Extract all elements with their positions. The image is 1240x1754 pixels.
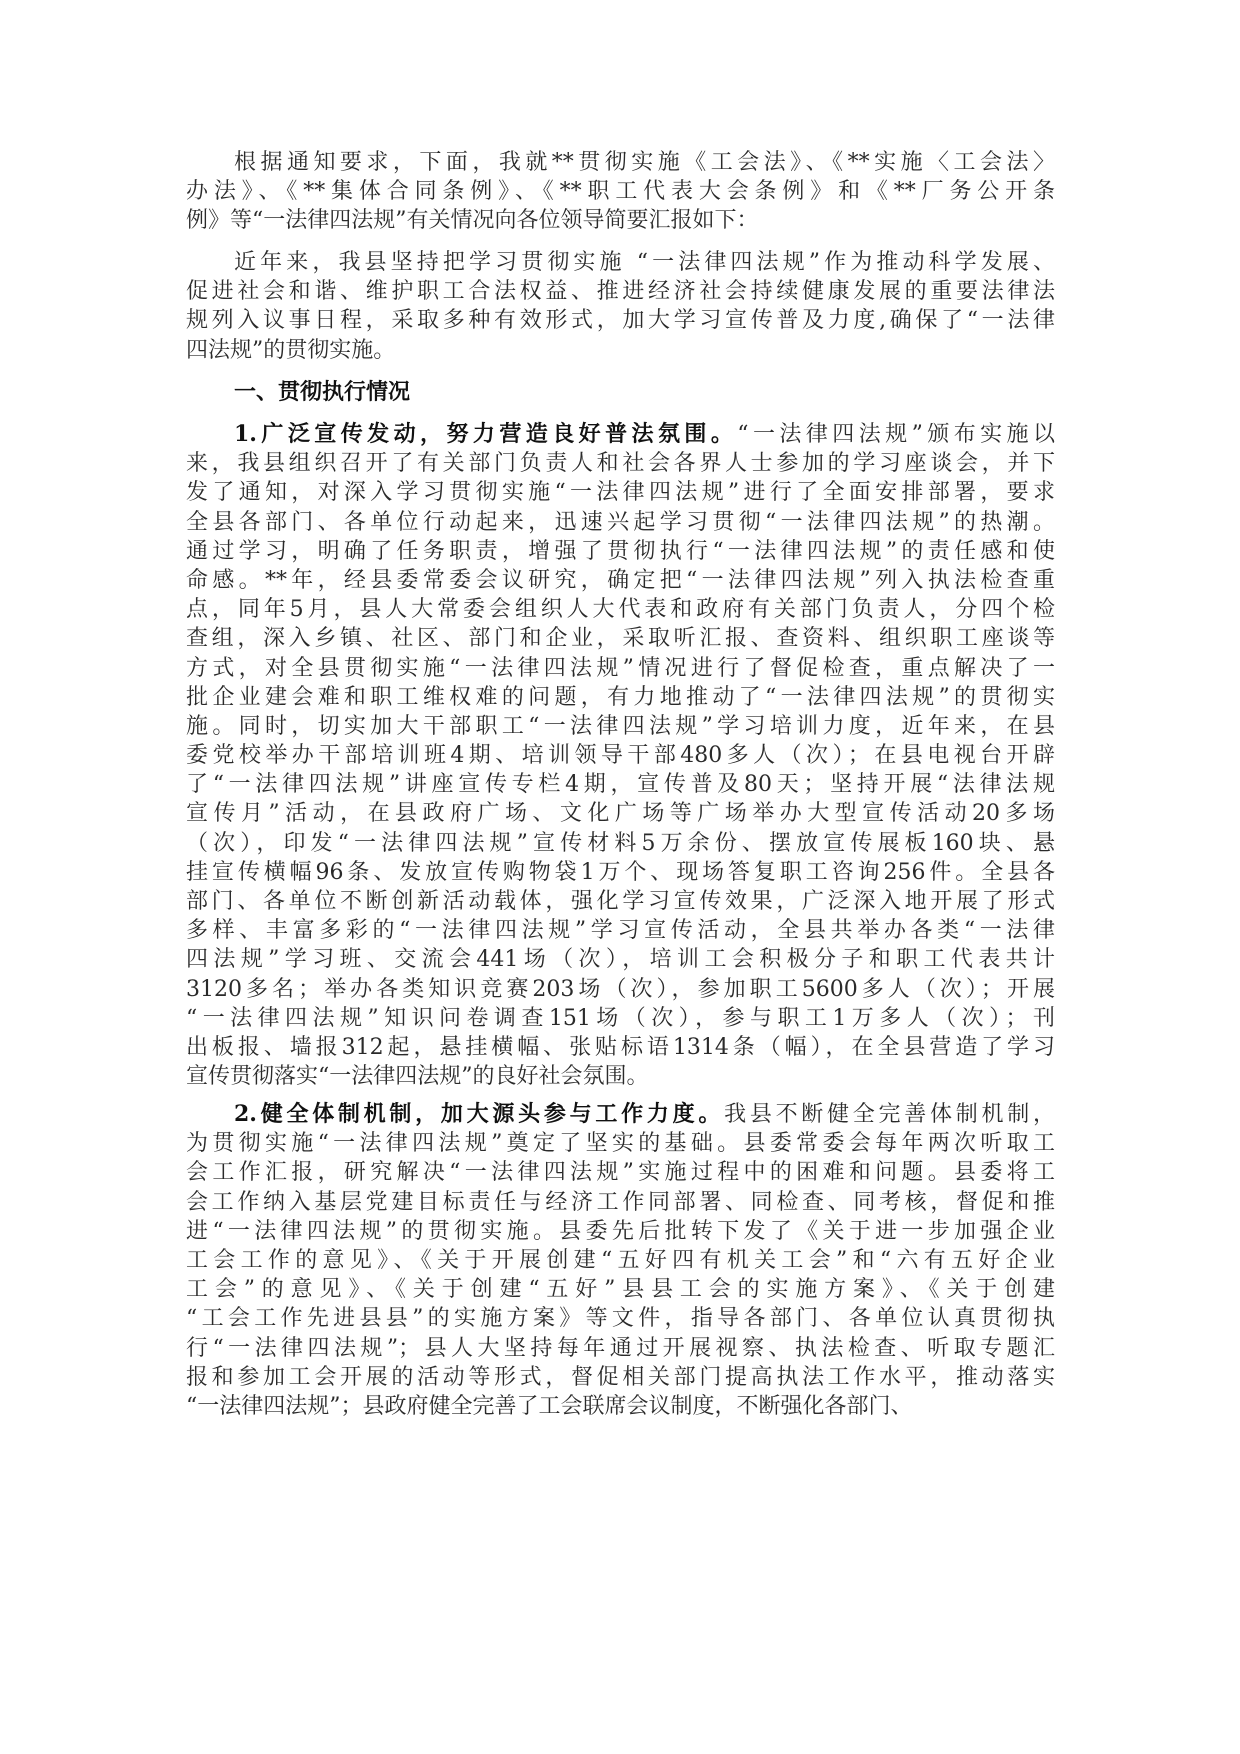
text-line: 工会工作的意见》、《关于开展创建“五好四有机关工会”和“六有五好企业	[186, 1247, 1055, 1273]
bold-lead-text: 2.健全体制机制，加大源头参与工作力度。	[234, 1101, 725, 1127]
text-line: 多样、丰富多彩的“一法律四法规”学习宣传活动，全县共举办各类“一法律	[186, 918, 1055, 944]
text-line: 会工作汇报，研究解决“一法律四法规”实施过程中的困难和问题。县委将工	[186, 1160, 1055, 1186]
text-line: 四法规”的贯彻实施。	[186, 337, 396, 363]
text-line: 四法规”学习班、交流会441场（次），培训工会积极分子和职工代表共计	[186, 947, 1055, 973]
text-line: 全县各部门、各单位行动起来，迅速兴起学习贯彻“一法律四法规”的热潮。	[186, 509, 1055, 535]
text-line: 为贯彻实施“一法律四法规”奠定了坚实的基础。县委常委会每年两次听取工	[186, 1131, 1055, 1157]
text-line: “一法律四法规”；县政府健全完善了工会联席会议制度，不断强化各部门、	[186, 1393, 913, 1419]
text-line: 施。同时，切实加大干部职工“一法律四法规”学习培训力度，近年来，在县	[186, 713, 1055, 739]
text-line: 近年来，我县坚持把学习贯彻实施 “一法律四法规”作为推动科学发展、	[234, 250, 1055, 275]
item-paragraph-2	[186, 1100, 1055, 1421]
text-line: 进“一法律四法规”的贯彻实施。县委先后批转下发了《关于进一步加强企业	[186, 1218, 1055, 1244]
text-line: 来，我县组织召开了有关部门负责人和社会各界人士参加的学习座谈会，并下	[186, 451, 1055, 477]
item-paragraph-1	[186, 420, 1055, 1091]
text-line: 工会”的意见》、《关于创建“五好”县县工会的实施方案》、《关于创建	[186, 1277, 1055, 1303]
section-heading: 一、贯彻执行情况	[234, 379, 411, 405]
line-text: 我县不断健全完善体制机制，	[724, 1102, 1055, 1127]
text-line: 宣传贯彻落实“一法律四法规”的良好社会氛围。	[186, 1064, 649, 1090]
text-line: 办法》、《**集体合同条例》、《**职工代表大会条例》和《**厂务公开条	[186, 179, 1055, 205]
text-line: 命感。**年，经县委常委会议研究，确定把“一法律四法规”列入执法检查重	[186, 567, 1055, 593]
text-line: 通过学习，明确了任务职责，增强了贯彻执行“一法律四法规”的责任感和使	[186, 538, 1055, 564]
text-line: 会工作纳入基层党建目标责任与经济工作同部署、同检查、同考核，督促和推	[186, 1189, 1055, 1215]
text-line: 发了通知，对深入学习贯彻实施“一法律四法规”进行了全面安排部署，要求	[186, 480, 1055, 506]
text-line: 挂宣传横幅96条、发放宣传购物袋1万个、现场答复职工咨询256件。全县各	[186, 859, 1055, 885]
text-line: 行“一法律四法规”；县人大坚持每年通过开展视察、执法检查、听取专题汇	[186, 1335, 1055, 1361]
text-line: 报和参加工会开展的活动等形式，督促相关部门提高执法工作水平，推动落实	[186, 1364, 1055, 1390]
text-line: “工会工作先进县县”的实施方案》等文件，指导各部门、各单位认真贯彻执	[186, 1306, 1055, 1332]
text-line: 查组，深入乡镇、社区、部门和企业，采取听汇报、查资料、组织职工座谈等	[186, 626, 1055, 652]
text-line: 3120多名；举办各类知识竞赛203场（次），参加职工5600多人（次）；开展	[186, 976, 1055, 1002]
text-line: “一法律四法规”知识问卷调查151场（次），参与职工1万多人（次）；刊	[186, 1005, 1055, 1031]
text-line: 批企业建会难和职工维权难的问题，有力地推动了“一法律四法规”的贯彻实	[186, 684, 1055, 710]
text-line: 例》等“一法律四法规”有关情况向各位领导简要汇报如下：	[186, 208, 759, 234]
text-line: 规列入议事日程，采取多种有效形式，加大学习宣传普及力度,确保了“一法律	[186, 308, 1055, 334]
text-line: （次），印发“一法律四法规”宣传材料5万余份、摆放宣传展板160块、悬	[186, 830, 1055, 856]
text-line: 根据通知要求，下面，我就**贯彻实施《工会法》、《**实施〈工会法〉	[234, 150, 1055, 175]
text-line: 方式，对全县贯彻实施“一法律四法规”情况进行了督促检查，重点解决了一	[186, 655, 1055, 681]
text-line	[186, 420, 1055, 449]
text-line: 部门、各单位不断创新活动载体，强化学习宣传效果，广泛深入地开展了形式	[186, 889, 1055, 914]
text-line: 出板报、墙报312起，悬挂横幅、张贴标语1314条（幅），在全县营造了学习	[186, 1034, 1055, 1060]
text-line: 宣传月”活动，在县政府广场、文化广场等广场举办大型宣传活动20多场	[186, 801, 1055, 827]
text-line: 点，同年5月，县人大常委会组织人大代表和政府有关部门负责人，分四个检	[186, 597, 1055, 623]
text-line	[186, 1100, 1055, 1129]
intro-paragraph-2	[186, 248, 1055, 365]
intro-paragraph-1	[186, 148, 1055, 236]
bold-lead-text: 1.广泛宣传发动，努力营造良好普法氛围。	[234, 421, 738, 447]
text-line: 了“一法律四法规”讲座宣传专栏4期，宣传普及80天；坚持开展“法律法规	[186, 772, 1055, 798]
text-line: 促进社会和谐、维护职工合法权益、推进经济社会持续健康发展的重要法律法	[186, 279, 1055, 305]
text-line: 委党校举办干部培训班4期、培训领导干部480多人（次）；在县电视台开辟	[186, 743, 1055, 769]
line-text: “一法律四法规”颁布实施以	[737, 422, 1055, 447]
